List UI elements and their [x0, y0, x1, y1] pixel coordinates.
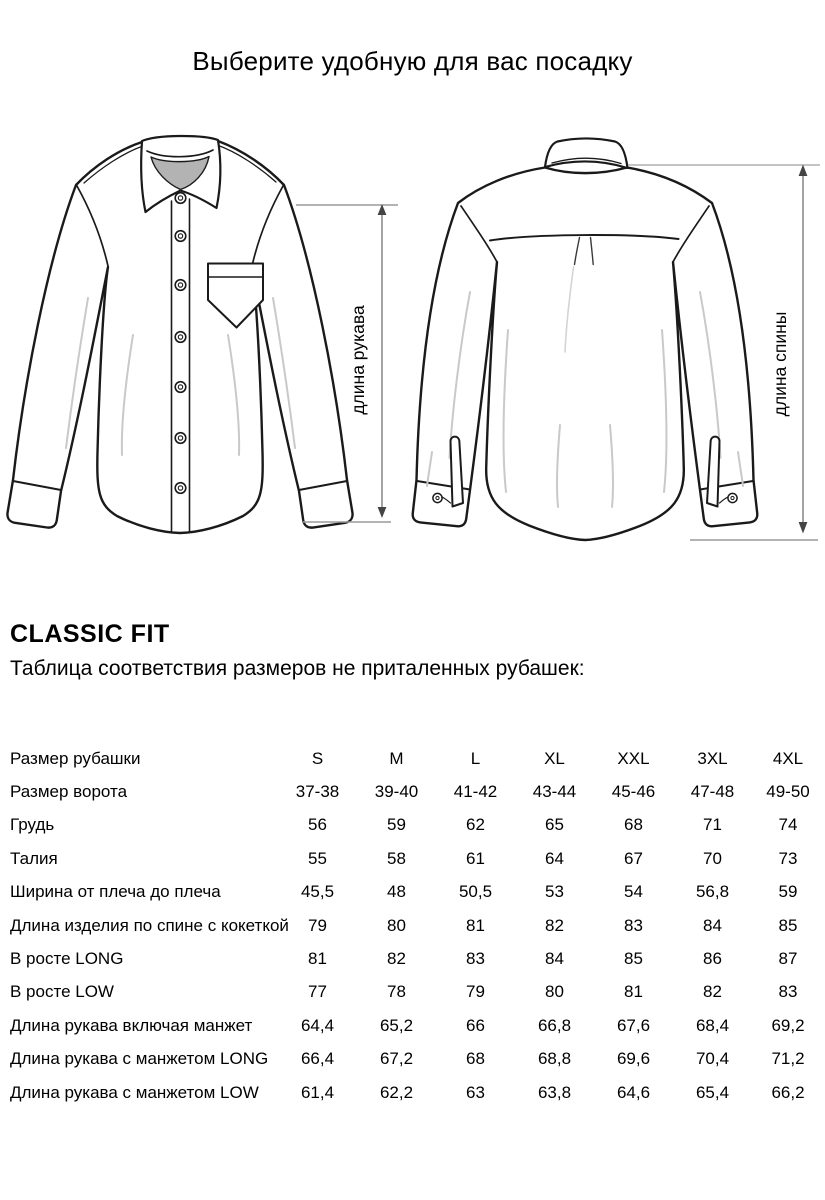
row-label: В росте LONG: [10, 949, 124, 969]
cell: 68,8: [537, 1049, 572, 1069]
cell: 79: [308, 915, 327, 935]
cell: 59: [778, 882, 798, 902]
table-row: [10, 976, 824, 1009]
cell: 77: [308, 982, 327, 1002]
cell: 67,6: [616, 1015, 651, 1035]
cell: 87: [778, 949, 798, 969]
fit-subtitle: Таблица соответствия размеров не приталенных рубашек:: [10, 657, 585, 680]
cell: 4XL: [772, 748, 804, 768]
row-label: Длина рукава с манжетом LOW: [10, 1082, 259, 1102]
table-row: [10, 909, 824, 942]
cell: 63: [466, 1082, 485, 1102]
table-row: [10, 842, 824, 875]
row-label: Талия: [10, 848, 58, 868]
table-row: [10, 1043, 824, 1076]
cell: 62,2: [379, 1082, 414, 1102]
cell: 70,4: [695, 1049, 730, 1069]
row-label: Длина изделия по спине с кокеткой: [10, 915, 289, 935]
back-length-label: длина спины: [770, 311, 790, 417]
row-label: Размер ворота: [10, 782, 128, 802]
cell: 64,6: [616, 1082, 651, 1102]
cell: 81: [624, 982, 643, 1002]
cell: 65,2: [379, 1015, 414, 1035]
cell: 47-48: [690, 782, 735, 802]
cell: XL: [544, 748, 565, 768]
cell: 82: [703, 982, 722, 1002]
arrow-up-icon: [799, 165, 808, 177]
table-row: [10, 775, 824, 808]
cell: 61: [466, 848, 485, 868]
cell: 68,4: [695, 1015, 730, 1035]
cell: 56,8: [695, 882, 730, 902]
cell: 49-50: [766, 782, 810, 802]
table-row: [10, 1009, 824, 1042]
cell: 55: [308, 848, 327, 868]
cell: 59: [387, 815, 406, 835]
cell: 67: [624, 848, 643, 868]
cell: 70: [703, 848, 722, 868]
shirt-front-drawing: [7, 136, 352, 533]
fit-heading: CLASSIC FIT: [10, 620, 170, 648]
arrow-down-icon: [799, 522, 808, 534]
cell: 53: [545, 882, 564, 902]
cell: 39-40: [374, 782, 419, 802]
cell: 54: [624, 882, 643, 902]
cell: 68: [624, 815, 643, 835]
cell: 64: [545, 848, 564, 868]
cell: 71: [703, 815, 722, 835]
cell: 63,8: [537, 1082, 572, 1102]
row-label: Ширина от плеча до плеча: [10, 882, 221, 902]
cell: 62: [466, 815, 485, 835]
cell: 58: [387, 848, 406, 868]
cell: 66: [466, 1015, 485, 1035]
cell: 66,4: [300, 1049, 335, 1069]
cell: 78: [387, 982, 406, 1002]
row-label: Длина рукава включая манжет: [10, 1015, 253, 1035]
table-row: [10, 742, 824, 775]
cell: 85: [624, 949, 643, 969]
cell: 65: [545, 815, 564, 835]
cell: 45,5: [300, 882, 335, 902]
cell: 48: [387, 882, 406, 902]
cell: 43-44: [532, 782, 577, 802]
size-table: [10, 742, 824, 1109]
shirt-back-drawing: [413, 139, 758, 541]
table-row: [10, 809, 824, 842]
table-row: [10, 1076, 824, 1109]
table-row: [10, 876, 824, 909]
sleeve-length-label: длина рукава: [348, 305, 368, 415]
cell: 83: [624, 915, 643, 935]
cell: 67,2: [379, 1049, 414, 1069]
cell: 69,6: [616, 1049, 651, 1069]
cell: 65,4: [695, 1082, 730, 1102]
cell: 56: [308, 815, 327, 835]
cell: 83: [466, 949, 485, 969]
cell: 73: [778, 848, 798, 868]
cell: 84: [545, 949, 564, 969]
cell: 64,4: [300, 1015, 335, 1035]
cell: 82: [387, 949, 406, 969]
row-label: Размер рубашки: [10, 748, 141, 768]
cell: L: [470, 748, 481, 768]
cell: 69,2: [771, 1015, 805, 1035]
cell: 68: [466, 1049, 485, 1069]
cell: 80: [545, 982, 564, 1002]
cell: XXL: [617, 748, 650, 768]
cell: S: [311, 748, 324, 768]
cell: 66,8: [537, 1015, 572, 1035]
cell: 82: [545, 915, 564, 935]
cell: 45-46: [611, 782, 656, 802]
row-label: Грудь: [10, 815, 55, 835]
cell: 61,4: [300, 1082, 335, 1102]
cell: M: [389, 748, 404, 768]
cell: 66,2: [771, 1082, 805, 1102]
row-label: В росте LOW: [10, 982, 114, 1002]
table-row: [10, 942, 824, 975]
cell: 50,5: [458, 882, 493, 902]
cell: 85: [778, 915, 798, 935]
cell: 83: [778, 982, 798, 1002]
cell: 86: [703, 949, 722, 969]
row-label: Длина рукава с манжетом LONG: [10, 1049, 269, 1069]
cell: 81: [466, 915, 485, 935]
cell: 74: [778, 815, 798, 835]
cell: 84: [703, 915, 722, 935]
cell: 41-42: [453, 782, 498, 802]
cell: 37-38: [295, 782, 340, 802]
page-title: Выберите удобную для вас посадку: [192, 46, 633, 76]
cell: 80: [387, 915, 406, 935]
arrow-down-icon: [378, 507, 387, 518]
cell: 79: [466, 982, 485, 1002]
cell: 81: [308, 949, 327, 969]
cell: 3XL: [697, 748, 728, 768]
cell: 71,2: [771, 1049, 805, 1069]
